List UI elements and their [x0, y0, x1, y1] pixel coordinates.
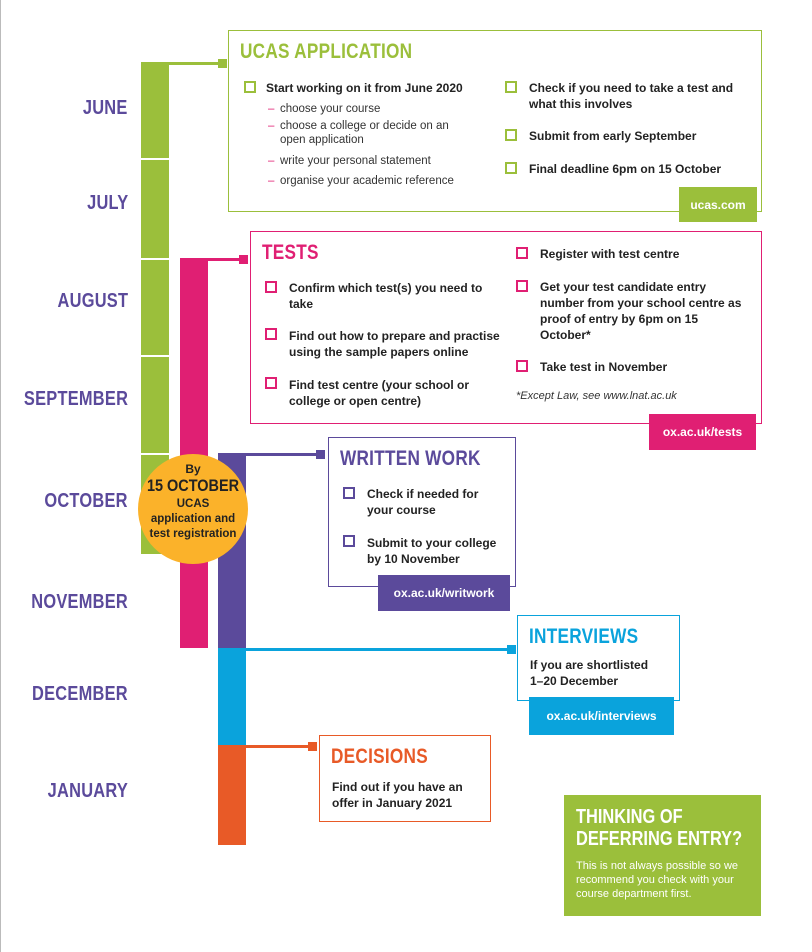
written-work-title: WRITTEN WORK	[340, 447, 481, 470]
deadline-badge	[138, 454, 248, 564]
tests-title: TESTS	[262, 241, 319, 264]
ucas-sub-item: organise your academic reference	[280, 175, 454, 187]
checkbox-icon[interactable]	[505, 162, 517, 174]
interviews-text: If you are shortlisted 1–20 December	[530, 658, 649, 688]
written-connector	[246, 453, 316, 456]
dash: –	[268, 103, 275, 115]
checkbox-icon[interactable]	[516, 247, 528, 259]
tests-candidate-number-item: Get your test candidate entry number from your school centre as proof of entry by 6pm on 15 October*	[540, 280, 742, 342]
checkbox-icon[interactable]	[343, 535, 355, 547]
interviews-connector	[246, 648, 508, 651]
dash: –	[268, 175, 275, 187]
checkbox-icon[interactable]	[505, 81, 517, 93]
tests-connector	[208, 258, 242, 261]
decisions-connector	[246, 745, 308, 748]
ucas-submit-item: Submit from early September	[529, 129, 697, 143]
interviews-title: INTERVIEWS	[529, 625, 639, 648]
decisions-connector-dot	[308, 742, 317, 751]
tests-register-item: Register with test centre	[540, 247, 680, 261]
month-august: AUGUST	[57, 290, 128, 312]
checkbox-icon[interactable]	[505, 129, 517, 141]
ucas-title: UCAS APPLICATION	[240, 40, 413, 63]
month-september: SEPTEMBER	[23, 388, 128, 410]
written-connector-dot	[316, 450, 325, 459]
checkbox-icon[interactable]	[516, 280, 528, 292]
ucas-connector-dot	[218, 59, 227, 68]
badge-by: By	[185, 462, 201, 476]
tests-note: *Except Law, see www.lnat.ac.uk	[516, 390, 677, 402]
tests-prepare-item: Find out how to prepare and practise using the sample papers online	[289, 329, 500, 359]
month-november: NOVEMBER	[31, 591, 128, 613]
ucas-sub-item: write your personal statement	[280, 155, 431, 167]
interviews-link[interactable]: ox.ac.uk/interviews	[529, 697, 674, 735]
tests-timeline-bar	[180, 258, 208, 648]
interviews-timeline-bar	[218, 648, 246, 745]
ucas-check-test-item: Check if you need to take a test and what this involves	[529, 81, 734, 111]
decisions-text: Find out if you have an offer in January 2021	[332, 780, 463, 810]
checkbox-icon[interactable]	[265, 377, 277, 389]
checkbox-icon[interactable]	[265, 328, 277, 340]
month-july: JULY	[86, 192, 128, 214]
month-divider	[141, 158, 169, 160]
decisions-timeline-bar	[218, 745, 246, 845]
interviews-connector-dot	[507, 645, 516, 654]
ucas-start-item: Start working on it from June 2020	[266, 81, 463, 95]
written-check-item: Check if needed for your course	[367, 487, 479, 517]
month-january: JANUARY	[47, 780, 128, 802]
deferring-entry-text: This is not always possible so we recommend you check with your course department first.	[576, 860, 739, 900]
checkbox-icon[interactable]	[265, 281, 277, 293]
decisions-title: DECISIONS	[331, 745, 428, 768]
month-december: DECEMBER	[32, 683, 128, 705]
checkbox-icon[interactable]	[516, 360, 528, 372]
dash: –	[268, 155, 275, 167]
written-submit-item: Submit to your college by 10 November	[367, 536, 497, 566]
dash: –	[268, 120, 275, 132]
ucas-connector	[169, 62, 221, 65]
month-divider	[141, 258, 169, 260]
tests-confirm-item: Confirm which test(s) you need to take	[289, 281, 483, 311]
ucas-deadline-item: Final deadline 6pm on 15 October	[529, 162, 722, 176]
ucas-sub-item: choose a college or decide on an open application	[280, 120, 449, 146]
tests-centre-item: Find test centre (your school or college or open centre)	[289, 378, 470, 408]
deferring-entry-title: THINKING OF DEFERRING ENTRY?	[576, 806, 743, 850]
badge-date: 15 OCTOBER	[146, 476, 240, 495]
tests-link[interactable]: ox.ac.uk/tests	[649, 414, 756, 450]
month-june: JUNE	[83, 97, 128, 119]
badge-text: UCAS application and test registration	[149, 498, 237, 540]
ucas-sub-item: choose your course	[280, 103, 381, 115]
written-work-link[interactable]: ox.ac.uk/writwork	[378, 575, 510, 611]
checkbox-icon[interactable]	[244, 81, 256, 93]
month-october: OCTOBER	[44, 490, 128, 512]
tests-take-item: Take test in November	[540, 360, 668, 374]
tests-connector-dot	[239, 255, 248, 264]
month-divider	[141, 453, 169, 455]
checkbox-icon[interactable]	[343, 487, 355, 499]
month-divider	[141, 355, 169, 357]
ucas-link[interactable]: ucas.com	[679, 187, 757, 222]
page-left-rule	[0, 0, 1, 952]
